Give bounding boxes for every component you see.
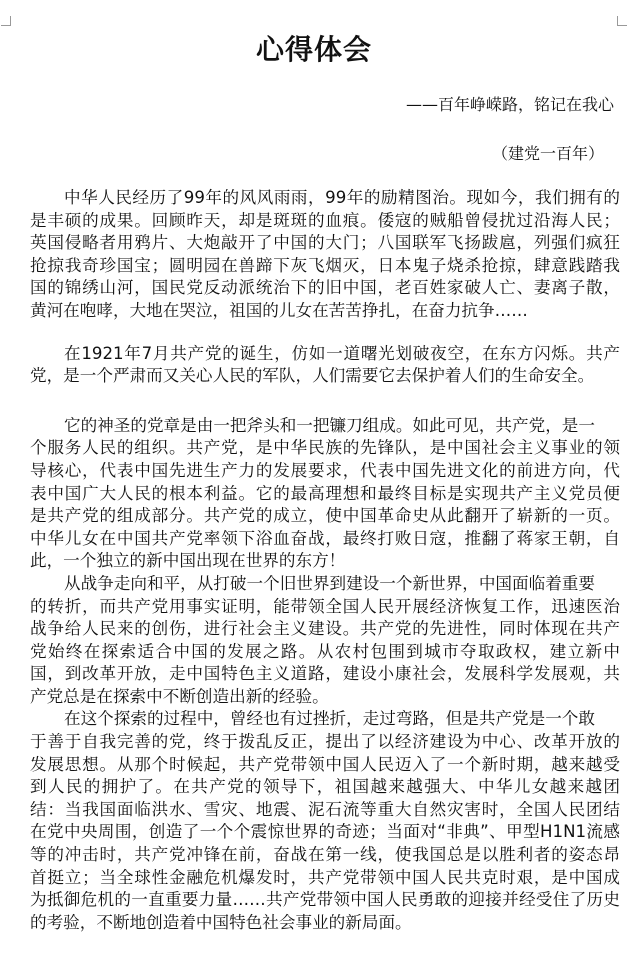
text-line: 在党中央周围，创造了一个个震惊世界的奇迹；当面对“非典”、甲型H1N1流感 — [30, 822, 620, 842]
text-line: 战争给人民来的创伤，进行社会主义建设。共产党的先进性，同时体现在共产 — [30, 619, 620, 639]
text-line: 的考验，不断地创造着中国特色社会事业的新局面。 — [30, 912, 412, 932]
text-line: 英国侵略者用鸦片、大炮敲开了中国的大门；八国联军飞扬跋扈，列强们疯狂 — [30, 233, 620, 253]
document-subtitle: ——百年峥嵘路，铭记在我心 — [405, 95, 614, 114]
text-line: 到人民的拥护了。在共产党的领导下，祖国越来越强大、中华儿女越来越团 — [30, 777, 620, 797]
paragraph-5 — [30, 708, 620, 934]
text-line: 党，是一个严肃而又关心人民的军队，人们需要它去保护着人们的生命安全。 — [30, 366, 595, 386]
text-line: 个服务人民的组织。共产党，是中华民族的先锋队，是中国社会主义事业的领 — [30, 438, 620, 458]
text-line: 发展思想。从那个时候起，共产党带领中国人民迈入了一个新时期，越来越受 — [30, 754, 620, 774]
text-line: 首挺立；当全球性金融危机爆发时，共产党带领中国人民共克时艰，是中国成 — [30, 867, 620, 887]
text-line: 在这个探索的过程中，曾经也有过挫折，走过弯路，但是共产党是一个敢 — [64, 709, 595, 729]
text-line: 是共产党的组成部分。共产党的成立，使中国革命史从此翻开了崭新的一页。 — [30, 506, 620, 526]
text-line: 此，一个独立的新中国出现在世界的东方！ — [30, 551, 346, 571]
page-corner-mark-top-left — [1, 16, 11, 26]
text-line: 抢掠我奇珍国宝；圆明园在兽蹄下灰飞烟灭，日本鬼子烧杀抢掠，肆意践踏我 — [30, 255, 620, 275]
text-line: 黄河在咆哮，大地在哭泣，祖国的儿女在苦苦挣扎，在奋力抗争…… — [30, 300, 528, 320]
text-line: 国的锦绣山河，国民党反动派统治下的旧中国，老百姓家破人亡、妻离子散， — [30, 278, 620, 298]
text-line: 表中国广大人民的根本利益。它的最高理想和最终目标是实现共产主义党员便 — [30, 483, 620, 503]
text-line: 为抵御危机的一直重要力量……共产党带领中国人民勇敢的迎接并经受住了历史 — [30, 890, 620, 910]
text-line: 结：当我国面临洪水、雪灾、地震、泥石流等重大自然灾害时，全国人民团结 — [30, 799, 620, 819]
text-line: 产党总是在探索中不断创造出新的经验。 — [30, 686, 329, 706]
text-line: 在1921年7月共产党的诞生，仿如一道曙光划破夜空，在东方闪烁。共产 — [64, 343, 620, 363]
text-line: 中华人民经历了99年的风风雨雨，99年的励精图治。现如今，我们拥有的 — [64, 188, 620, 207]
paragraph-4 — [30, 573, 620, 709]
text-line: 于善于自我完善的党，终于拨乱反正，提出了以经济建设为中心、改革开放的 — [30, 732, 620, 752]
text-line: 国，到改革开放，走中国特色主义道路，建设小康社会，发展科学发展观，共 — [30, 664, 620, 684]
document-title: 心得体会 — [255, 33, 372, 66]
paragraph-1 — [30, 187, 620, 323]
document-note: （建党一百年） — [491, 144, 604, 163]
text-line: 导核心，代表中国先进生产力的发展要求，代表中国先进文化的前进方向，代 — [30, 460, 620, 480]
paragraph-2 — [30, 343, 620, 388]
text-line: 的转折，而共产党用事实证明，能带领全国人民开展经济恢复工作，迅速医治 — [30, 596, 620, 616]
text-line: 从战争走向和平，从打破一个旧世界到建设一个新世界，中国面临着重要 — [64, 573, 595, 593]
page-corner-mark-top-right — [617, 16, 627, 26]
text-line: 是丰硕的成果。回顾昨天，却是斑斑的血痕。倭寇的贼船曾侵扰过沿海人民； — [30, 210, 620, 230]
document-body — [30, 187, 620, 946]
text-line: 党始终在探索适合中国的发展之路。从农村包围到城市夺取政权，建立新中 — [30, 641, 620, 661]
text-line: 等的冲击时，共产党冲锋在前，奋战在第一线，使我国总是以胜利者的姿态昂 — [30, 845, 620, 865]
paragraph-3 — [30, 415, 620, 573]
text-line: 它的神圣的党章是由一把斧头和一把镰刀组成。如此可见，共产党，是一 — [64, 415, 595, 435]
text-line: 中华儿女在中国共产党率领下浴血奋战，最终打败日寇，推翻了蒋家王朝，自 — [30, 528, 620, 548]
